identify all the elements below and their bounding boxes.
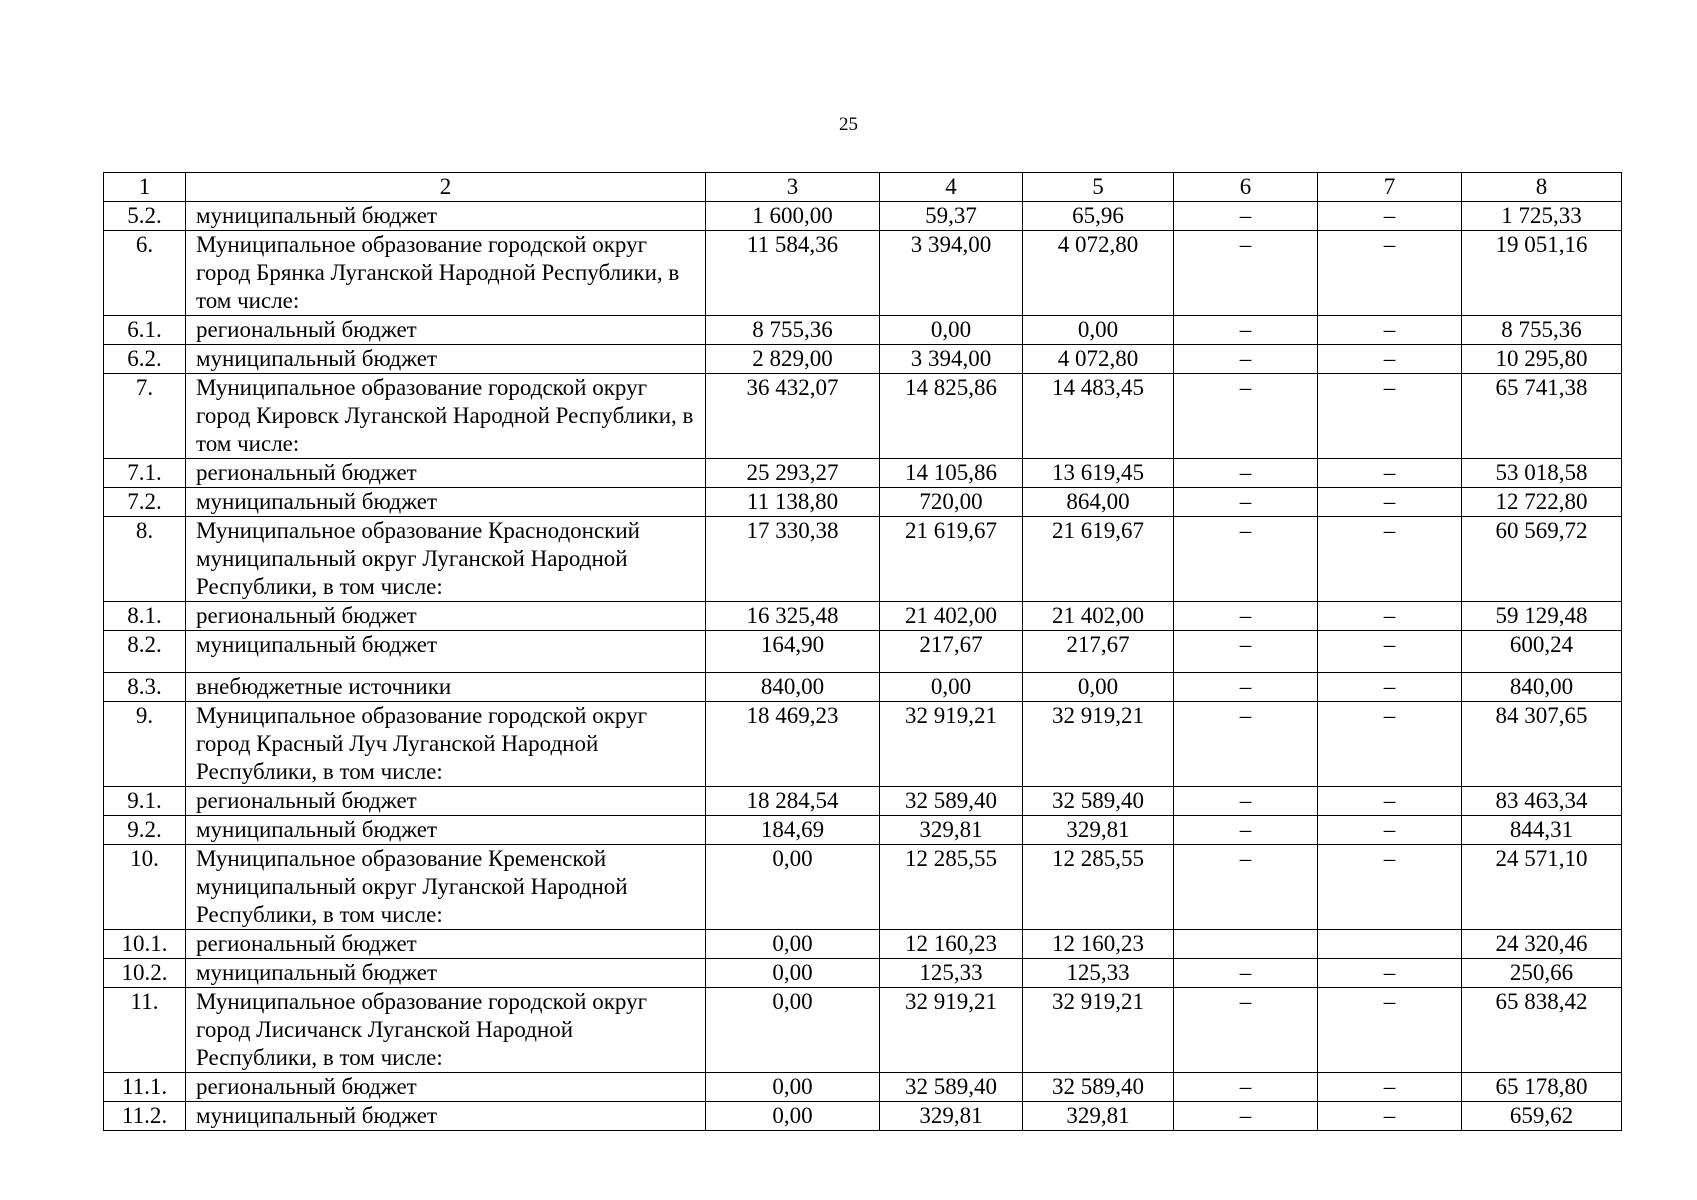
value-col-3: 0,00 [706, 1102, 880, 1131]
value-col-3: 1 600,00 [706, 202, 880, 231]
value-col-3: 25 293,27 [706, 459, 880, 488]
value-col-6: – [1174, 988, 1318, 1073]
value-col-3: 11 138,80 [706, 488, 880, 517]
value-col-3: 0,00 [706, 959, 880, 988]
value-col-7: – [1318, 702, 1462, 787]
value-col-7: – [1318, 602, 1462, 631]
row-name: региональный бюджет [186, 602, 706, 631]
value-col-7: – [1318, 459, 1462, 488]
row-name: Муниципальное образование городской округ город Лисичанск Луганской Народной Республики, в том числе: [186, 988, 706, 1073]
value-col-8: 65 741,38 [1462, 374, 1622, 459]
value-col-4: 14 105,86 [880, 459, 1023, 488]
value-col-3: 18 284,54 [706, 787, 880, 816]
table-row [104, 602, 1622, 631]
row-number: 8. [104, 517, 186, 602]
value-col-8: 250,66 [1462, 959, 1622, 988]
table-row [104, 816, 1622, 845]
value-col-5: 329,81 [1023, 1102, 1174, 1131]
table-row [104, 930, 1622, 959]
row-name: Муниципальное образование городской округ город Кировск Луганской Народной Республики, в том числе: [186, 374, 706, 459]
value-col-6: – [1174, 787, 1318, 816]
row-number: 7.2. [104, 488, 186, 517]
value-col-8: 24 320,46 [1462, 930, 1622, 959]
value-col-7: – [1318, 231, 1462, 316]
value-col-4: 0,00 [880, 673, 1023, 702]
column-number-row [104, 173, 1622, 202]
value-col-8: 24 571,10 [1462, 845, 1622, 930]
column-number: 5 [1023, 173, 1174, 202]
value-col-8: 60 569,72 [1462, 517, 1622, 602]
value-col-8: 10 295,80 [1462, 345, 1622, 374]
value-col-6: – [1174, 1102, 1318, 1131]
value-col-6: – [1174, 517, 1318, 602]
row-name: муниципальный бюджет [186, 1102, 706, 1131]
value-col-6: – [1174, 602, 1318, 631]
row-name: внебюджетные источники [186, 673, 706, 702]
table-row [104, 1102, 1622, 1131]
row-name: Муниципальное образование городской округ город Красный Луч Луганской Народной Республики, в том числе: [186, 702, 706, 787]
row-number: 11. [104, 988, 186, 1073]
table-row [104, 787, 1622, 816]
value-col-4: 32 919,21 [880, 988, 1023, 1073]
value-col-3: 0,00 [706, 988, 880, 1073]
value-col-6: – [1174, 374, 1318, 459]
table-row [104, 959, 1622, 988]
value-col-6: – [1174, 845, 1318, 930]
value-col-3: 0,00 [706, 930, 880, 959]
value-col-5: 14 483,45 [1023, 374, 1174, 459]
value-col-5: 12 285,55 [1023, 845, 1174, 930]
value-col-8: 65 178,80 [1462, 1073, 1622, 1102]
value-col-5: 217,67 [1023, 631, 1174, 673]
value-col-7 [1318, 930, 1462, 959]
row-name: региональный бюджет [186, 459, 706, 488]
row-number: 9.2. [104, 816, 186, 845]
value-col-5: 65,96 [1023, 202, 1174, 231]
row-number: 7.1. [104, 459, 186, 488]
table-row [104, 374, 1622, 459]
value-col-8: 659,62 [1462, 1102, 1622, 1131]
value-col-3: 11 584,36 [706, 231, 880, 316]
value-col-5: 12 160,23 [1023, 930, 1174, 959]
table-row [104, 345, 1622, 374]
value-col-4: 32 589,40 [880, 1073, 1023, 1102]
row-number: 6.1. [104, 316, 186, 345]
value-col-5: 125,33 [1023, 959, 1174, 988]
value-col-6: – [1174, 631, 1318, 673]
value-col-6: – [1174, 231, 1318, 316]
page-number: 25 [839, 114, 858, 135]
row-name: муниципальный бюджет [186, 488, 706, 517]
value-col-8: 12 722,80 [1462, 488, 1622, 517]
value-col-4: 720,00 [880, 488, 1023, 517]
value-col-3: 0,00 [706, 1073, 880, 1102]
row-number: 5.2. [104, 202, 186, 231]
value-col-5: 21 619,67 [1023, 517, 1174, 602]
value-col-5: 0,00 [1023, 316, 1174, 345]
row-name: региональный бюджет [186, 787, 706, 816]
column-number: 7 [1318, 173, 1462, 202]
value-col-6: – [1174, 959, 1318, 988]
value-col-6: – [1174, 1073, 1318, 1102]
value-col-3: 36 432,07 [706, 374, 880, 459]
value-col-4: 12 285,55 [880, 845, 1023, 930]
column-number: 6 [1174, 173, 1318, 202]
value-col-3: 0,00 [706, 845, 880, 930]
row-number: 8.1. [104, 602, 186, 631]
value-col-5: 4 072,80 [1023, 231, 1174, 316]
value-col-4: 329,81 [880, 816, 1023, 845]
row-name: муниципальный бюджет [186, 959, 706, 988]
value-col-6: – [1174, 316, 1318, 345]
value-col-7: – [1318, 488, 1462, 517]
value-col-5: 13 619,45 [1023, 459, 1174, 488]
value-col-6: – [1174, 488, 1318, 517]
value-col-6: – [1174, 345, 1318, 374]
value-col-7: – [1318, 1102, 1462, 1131]
table-row [104, 488, 1622, 517]
column-number: 1 [104, 173, 186, 202]
value-col-8: 65 838,42 [1462, 988, 1622, 1073]
row-number: 9. [104, 702, 186, 787]
row-number: 7. [104, 374, 186, 459]
table-row [104, 845, 1622, 930]
row-name: муниципальный бюджет [186, 202, 706, 231]
value-col-3: 18 469,23 [706, 702, 880, 787]
value-col-8: 844,31 [1462, 816, 1622, 845]
row-number: 10.1. [104, 930, 186, 959]
table-row [104, 1073, 1622, 1102]
value-col-6: – [1174, 673, 1318, 702]
value-col-4: 12 160,23 [880, 930, 1023, 959]
value-col-4: 3 394,00 [880, 231, 1023, 316]
value-col-5: 864,00 [1023, 488, 1174, 517]
column-number: 4 [880, 173, 1023, 202]
value-col-5: 32 919,21 [1023, 702, 1174, 787]
value-col-4: 14 825,86 [880, 374, 1023, 459]
row-number: 6.2. [104, 345, 186, 374]
value-col-6: – [1174, 702, 1318, 787]
value-col-4: 329,81 [880, 1102, 1023, 1131]
table-row [104, 231, 1622, 316]
value-col-4: 21 402,00 [880, 602, 1023, 631]
table-row [104, 316, 1622, 345]
column-number: 3 [706, 173, 880, 202]
row-name: региональный бюджет [186, 1073, 706, 1102]
value-col-7: – [1318, 316, 1462, 345]
value-col-3: 17 330,38 [706, 517, 880, 602]
value-col-4: 0,00 [880, 316, 1023, 345]
row-name: муниципальный бюджет [186, 631, 706, 673]
row-name: региональный бюджет [186, 316, 706, 345]
row-name: региональный бюджет [186, 930, 706, 959]
table-body [104, 173, 1622, 1131]
value-col-8: 1 725,33 [1462, 202, 1622, 231]
value-col-4: 59,37 [880, 202, 1023, 231]
row-number: 11.2. [104, 1102, 186, 1131]
row-number: 10.2. [104, 959, 186, 988]
table-row [104, 202, 1622, 231]
value-col-7: – [1318, 673, 1462, 702]
value-col-7: – [1318, 374, 1462, 459]
value-col-8: 59 129,48 [1462, 602, 1622, 631]
value-col-7: – [1318, 631, 1462, 673]
value-col-5: 4 072,80 [1023, 345, 1174, 374]
value-col-5: 32 589,40 [1023, 787, 1174, 816]
value-col-8: 53 018,58 [1462, 459, 1622, 488]
value-col-8: 19 051,16 [1462, 231, 1622, 316]
value-col-5: 32 589,40 [1023, 1073, 1174, 1102]
row-name: муниципальный бюджет [186, 816, 706, 845]
row-name: Муниципальное образование городской округ город Брянка Луганской Народной Республики, в том числе: [186, 231, 706, 316]
budget-table [103, 172, 1622, 1131]
value-col-4: 3 394,00 [880, 345, 1023, 374]
column-number: 2 [186, 173, 706, 202]
value-col-7: – [1318, 1073, 1462, 1102]
value-col-5: 21 402,00 [1023, 602, 1174, 631]
value-col-8: 840,00 [1462, 673, 1622, 702]
value-col-8: 84 307,65 [1462, 702, 1622, 787]
table-row [104, 459, 1622, 488]
row-number: 6. [104, 231, 186, 316]
value-col-3: 184,69 [706, 816, 880, 845]
row-number: 10. [104, 845, 186, 930]
value-col-5: 329,81 [1023, 816, 1174, 845]
value-col-6 [1174, 930, 1318, 959]
value-col-7: – [1318, 517, 1462, 602]
value-col-7: – [1318, 787, 1462, 816]
table-row [104, 988, 1622, 1073]
value-col-7: – [1318, 202, 1462, 231]
value-col-6: – [1174, 459, 1318, 488]
value-col-6: – [1174, 816, 1318, 845]
value-col-8: 600,24 [1462, 631, 1622, 673]
value-col-5: 32 919,21 [1023, 988, 1174, 1073]
value-col-3: 840,00 [706, 673, 880, 702]
value-col-4: 32 919,21 [880, 702, 1023, 787]
row-name: Муниципальное образование Краснодонский муниципальный округ Луганской Народной Республики, в том числе: [186, 517, 706, 602]
row-number: 8.3. [104, 673, 186, 702]
value-col-6: – [1174, 202, 1318, 231]
value-col-7: – [1318, 345, 1462, 374]
row-number: 11.1. [104, 1073, 186, 1102]
value-col-4: 125,33 [880, 959, 1023, 988]
table-row [104, 702, 1622, 787]
column-number: 8 [1462, 173, 1622, 202]
table-row [104, 673, 1622, 702]
value-col-7: – [1318, 845, 1462, 930]
value-col-7: – [1318, 988, 1462, 1073]
value-col-3: 8 755,36 [706, 316, 880, 345]
value-col-8: 8 755,36 [1462, 316, 1622, 345]
value-col-8: 83 463,34 [1462, 787, 1622, 816]
value-col-4: 21 619,67 [880, 517, 1023, 602]
value-col-7: – [1318, 816, 1462, 845]
value-col-4: 217,67 [880, 631, 1023, 673]
value-col-3: 2 829,00 [706, 345, 880, 374]
row-number: 8.2. [104, 631, 186, 673]
table-row [104, 517, 1622, 602]
value-col-3: 16 325,48 [706, 602, 880, 631]
value-col-3: 164,90 [706, 631, 880, 673]
value-col-5: 0,00 [1023, 673, 1174, 702]
row-name: муниципальный бюджет [186, 345, 706, 374]
row-number: 9.1. [104, 787, 186, 816]
row-name: Муниципальное образование Кременской муниципальный округ Луганской Народной Республики, в том числе: [186, 845, 706, 930]
table-row [104, 631, 1622, 673]
value-col-7: – [1318, 959, 1462, 988]
value-col-4: 32 589,40 [880, 787, 1023, 816]
